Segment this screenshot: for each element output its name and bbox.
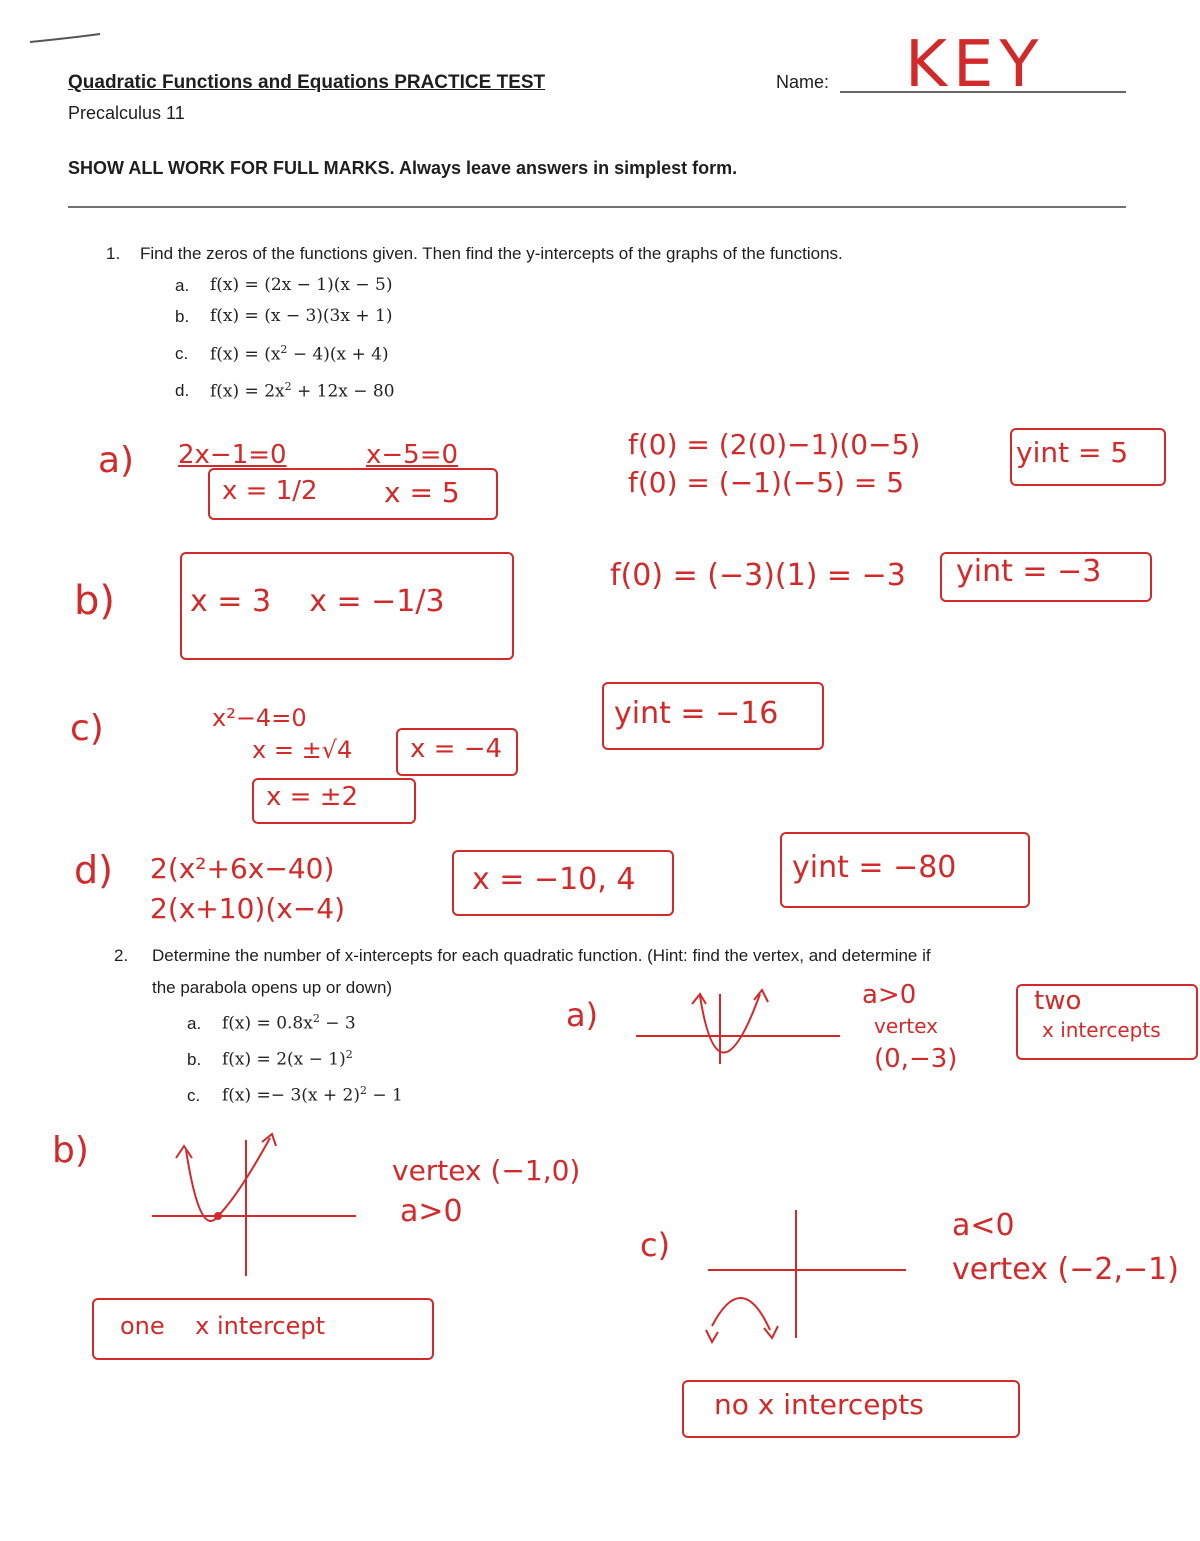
q2c-result: no x intercepts <box>714 1388 924 1421</box>
ans-c-zero2: x = −4 <box>410 734 503 764</box>
ans-d-zeros: x = −10, 4 <box>472 862 636 897</box>
instructions: SHOW ALL WORK FOR FULL MARKS. Always leave answers in simplest form. <box>68 158 738 178</box>
name-value: KEY <box>905 28 1045 102</box>
q2a-vertex: (0,−3) <box>874 1044 958 1074</box>
q1a-expr: f(x) = (2x − 1)(x − 5) <box>210 275 393 295</box>
course-name: Precalculus 11 <box>68 103 185 123</box>
q2b-label: b. <box>187 1050 202 1069</box>
ans-d-eq1: 2(x²+6x−40) <box>150 852 335 885</box>
ans-a-zero1: x = 1/2 <box>222 476 318 506</box>
q2c-sign: a<0 <box>952 1208 1015 1243</box>
q2-prompt-line2: the parabola opens up or down) <box>152 978 393 997</box>
name-label: Name: <box>776 72 830 92</box>
q2a-expr: $f(x) = 0.8x^2 - 3$ <box>222 1012 356 1034</box>
q1b-label: b. <box>175 307 190 326</box>
q2-prompt-line1: Determine the number of x-intercepts for each quadratic function. (Hint: find the vertex, and determine if <box>152 946 931 965</box>
ans-a-work2: f(0) = (−1)(−5) = 5 <box>628 466 905 499</box>
q2a-result-line1: two <box>1034 986 1082 1016</box>
q2-number: 2. <box>114 946 129 965</box>
q2b-result: one x intercept <box>120 1312 326 1340</box>
ans-b-work: f(0) = (−3)(1) = −3 <box>610 558 906 593</box>
q1d-expr: $f(x) = 2x^2 + 12x - 80$ <box>210 380 395 402</box>
ans-c-eq1: x²−4=0 <box>212 704 307 732</box>
q2b-ans-label: b) <box>52 1130 89 1171</box>
ans-b-label: b) <box>74 578 115 624</box>
ans-a-zero2: x = 5 <box>384 476 460 509</box>
ans-d-eq2: 2(x+10)(x−4) <box>150 892 346 925</box>
ans-b-yint: yint = −3 <box>956 554 1102 589</box>
q1b-expr: f(x) = (x − 3)(3x + 1) <box>210 306 393 326</box>
ans-c-yint: yint = −16 <box>614 696 779 731</box>
q1c-expr: $f(x) = (x^2 - 4)(x + 4)$ <box>210 343 389 365</box>
ans-c-eq2: x = ±√4 <box>252 736 353 764</box>
ans-a-eq1: 2x−1=0 <box>178 440 287 470</box>
q2c-vertex: vertex (−2,−1) <box>952 1252 1179 1287</box>
q1-number: 1. <box>106 244 121 263</box>
ans-b-zeros: x = 3 x = −1/3 <box>190 584 445 619</box>
ans-d-label: d) <box>74 848 113 892</box>
q1-prompt: Find the zeros of the functions given. Then find the y-intercepts of the graphs of the functions. <box>140 244 843 263</box>
q2a-label: a. <box>187 1014 202 1033</box>
test-title: Quadratic Functions and Equations PRACTICE TEST <box>68 72 546 93</box>
q2a-result-line2: x intercepts <box>1042 1018 1161 1042</box>
ans-c-label: c) <box>70 708 104 749</box>
ans-c-zero1: x = ±2 <box>266 782 359 812</box>
ans-a-work1: f(0) = (2(0)−1)(0−5) <box>628 428 921 461</box>
q2c-label: c. <box>187 1086 201 1105</box>
q2c-expr: $f(x) =- 3(x + 2)^2 - 1$ <box>222 1084 403 1106</box>
ans-a-eq2: x−5=0 <box>366 440 459 470</box>
q2b-sign: a>0 <box>400 1194 463 1229</box>
q2a-vertex-label: vertex <box>874 1014 938 1038</box>
q2b-expr: $f(x) = 2(x - 1)^2$ <box>222 1048 353 1070</box>
ans-a-yint: yint = 5 <box>1016 436 1129 469</box>
q1c-label: c. <box>175 344 189 363</box>
ans-a-label: a) <box>98 440 135 481</box>
q2a-ans-label: a) <box>566 996 599 1034</box>
q2a-sign: a>0 <box>862 980 917 1010</box>
q2b-vertex: vertex (−1,0) <box>392 1154 581 1187</box>
ans-d-yint: yint = −80 <box>792 850 957 885</box>
q2c-ans-label: c) <box>640 1226 671 1264</box>
q1d-label: d. <box>175 381 190 400</box>
q1a-label: a. <box>175 276 190 295</box>
